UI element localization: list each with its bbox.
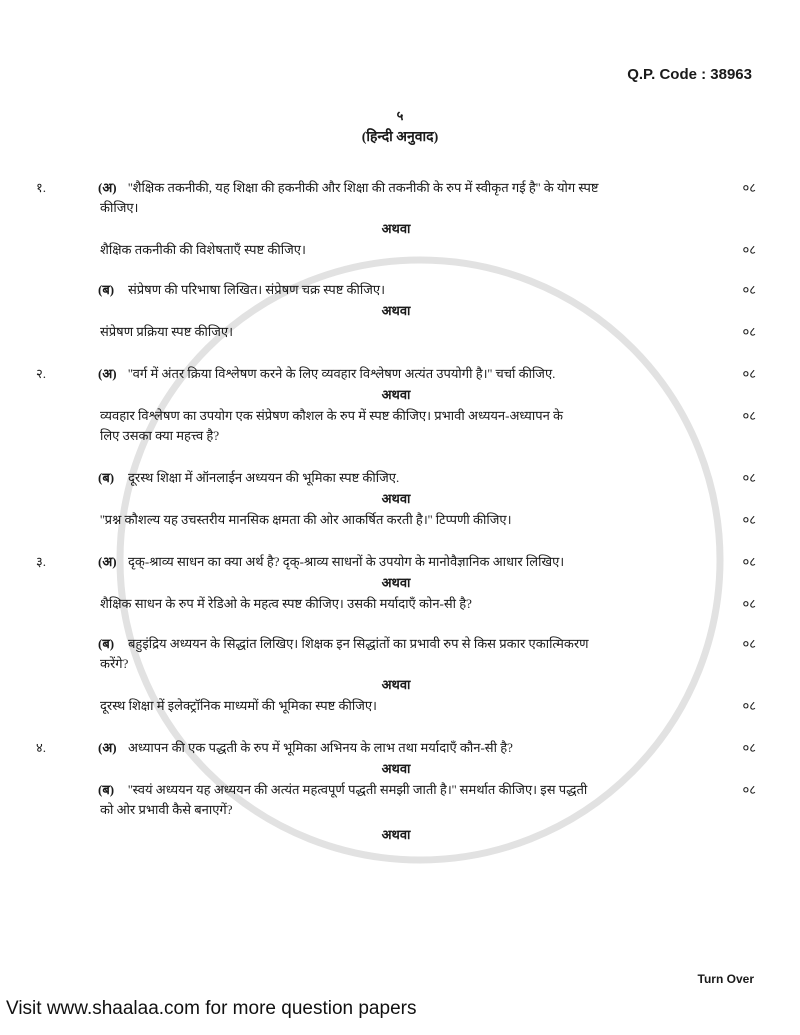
question-text: ''स्वयं अध्ययन यह अध्ययन की अत्यंत महत्वपूर्ण पद्धती समझी जाती है।'' समर्थात कीजिए। इस पद्धती xyxy=(128,782,588,797)
marks: ०८ xyxy=(742,740,756,755)
or-label: अथवा xyxy=(381,491,411,506)
qp-code: Q.P. Code : 38963 xyxy=(627,66,752,83)
question-row xyxy=(36,364,756,384)
turn-over-note: Turn Over xyxy=(697,972,754,986)
question-row xyxy=(36,594,756,614)
question-text: करेंगे? xyxy=(100,656,129,671)
part-label: (अ) xyxy=(98,366,117,381)
part-label: (अ) xyxy=(98,180,117,195)
question-row xyxy=(36,468,756,488)
question-row xyxy=(36,178,756,198)
question-text: दूरस्थ शिक्षा में ऑनलाईन अध्ययन की भूमिका स्पष्ट कीजिए. xyxy=(128,470,400,485)
question-row xyxy=(36,280,756,300)
question-row xyxy=(36,240,756,260)
question-text: संप्रेषण प्रक्रिया स्पष्ट कीजिए। xyxy=(100,324,234,339)
marks: ०८ xyxy=(742,408,756,423)
or-label: अथवा xyxy=(381,387,411,402)
question-text: ''वर्ग में अंतर क्रिया विश्लेषण करने के लिए व्यवहार विश्लेषण अत्यंत उपयोगी है।'' चर्चा कीजिए. xyxy=(128,366,556,381)
marks: ०८ xyxy=(742,596,756,611)
question-row xyxy=(36,198,756,218)
page-number: ५ xyxy=(396,108,404,123)
question-row xyxy=(36,800,756,820)
marks: ०८ xyxy=(742,282,756,297)
marks: ०८ xyxy=(742,554,756,569)
marks: ०८ xyxy=(742,242,756,257)
questions-body xyxy=(36,178,756,846)
or-label: अथवा xyxy=(381,575,411,590)
or-label: अथवा xyxy=(381,221,411,236)
question-text: कीजिए। xyxy=(100,200,139,215)
or-label: अथवा xyxy=(381,761,411,776)
part-label: (ब) xyxy=(98,470,115,485)
marks: ०८ xyxy=(742,698,756,713)
page-subtitle: (हिन्दी अनुवाद) xyxy=(361,130,439,145)
marks: ०८ xyxy=(742,180,756,195)
question-row xyxy=(36,406,756,426)
question-number: ४. xyxy=(36,740,47,755)
question-row xyxy=(36,738,756,758)
question-text: बहुइंद्रिय अध्ययन के सिद्धांत लिखिए। शिक्षक इन सिद्धांतों का प्रभावी रुप से किस प्रकार एकात्मिकरण xyxy=(128,636,589,651)
or-label: अथवा xyxy=(381,827,411,842)
part-label: (ब) xyxy=(98,282,115,297)
or-label: अथवा xyxy=(381,677,411,692)
question-text: अध्यापन की एक पद्धती के रुप में भूमिका अभिनय के लाभ तथा मर्यादाएँ कौन-सी है? xyxy=(128,740,513,755)
marks: ०८ xyxy=(742,366,756,381)
marks: ०८ xyxy=(742,782,756,797)
question-row xyxy=(36,654,756,674)
question-number: १. xyxy=(36,180,47,195)
question-row xyxy=(36,696,756,716)
question-text: लिए उसका क्या महत्त्व है? xyxy=(100,428,220,443)
question-row xyxy=(36,322,756,342)
question-row xyxy=(36,426,756,446)
question-row xyxy=(36,634,756,654)
question-text: शैक्षिक तकनीकी की विशेषताएँ स्पष्ट कीजिए। xyxy=(100,242,306,257)
part-label: (ब) xyxy=(98,782,115,797)
question-text: दृक्-श्राव्य साधन का क्या अर्थ है? दृक्-श्राव्य साधनों के उपयोग के मानोवैज्ञानिक आधार लिखिए। xyxy=(128,554,565,569)
marks: ०८ xyxy=(742,636,756,651)
part-label: (ब) xyxy=(98,636,115,651)
question-text: को ओर प्रभावी कैसे बनाएगें? xyxy=(100,802,233,817)
marks: ०८ xyxy=(742,512,756,527)
question-text: दूरस्थ शिक्षा में इलेक्ट्रॉनिक माध्यमों की भूमिका स्पष्ट कीजिए। xyxy=(100,698,377,713)
question-text: संप्रेषण की परिभाषा लिखित। संप्रेषण चक्र स्पष्ट कीजिए। xyxy=(128,282,386,297)
question-text: व्यवहार विश्लेषण का उपयोग एक संप्रेषण कौशल के रुप में स्पष्ट कीजिए। प्रभावी अध्ययन-अध्यापन के xyxy=(100,408,564,423)
question-row xyxy=(36,552,756,572)
question-number: २. xyxy=(36,366,47,381)
question-text: शैक्षिक साधन के रुप में रेडिओ के महत्व स्पष्ट कीजिए। उसकी मर्यादाएँ कोन-सी है? xyxy=(100,596,472,611)
or-label: अथवा xyxy=(381,303,411,318)
question-number: ३. xyxy=(36,554,47,569)
marks: ०८ xyxy=(742,324,756,339)
question-row xyxy=(36,510,756,530)
question-text: ''शैक्षिक तकनीकी, यह शिक्षा की हकनीकी और शिक्षा की तकनीकी के रुप में स्वीकृत गई है'' के योग स्पष्ट xyxy=(128,180,599,195)
question-row xyxy=(36,780,756,800)
part-label: (अ) xyxy=(98,554,117,569)
marks: ०८ xyxy=(742,470,756,485)
question-text: ''प्रश्न कौशल्य यह उचस्तरीय मानसिक क्षमता की ओर आकर्षित करती है।'' टिप्पणी कीजिए। xyxy=(100,512,512,527)
site-footer-link[interactable]: Visit www.shaalaa.com for more question papers xyxy=(6,998,417,1019)
part-label: (अ) xyxy=(98,740,117,755)
